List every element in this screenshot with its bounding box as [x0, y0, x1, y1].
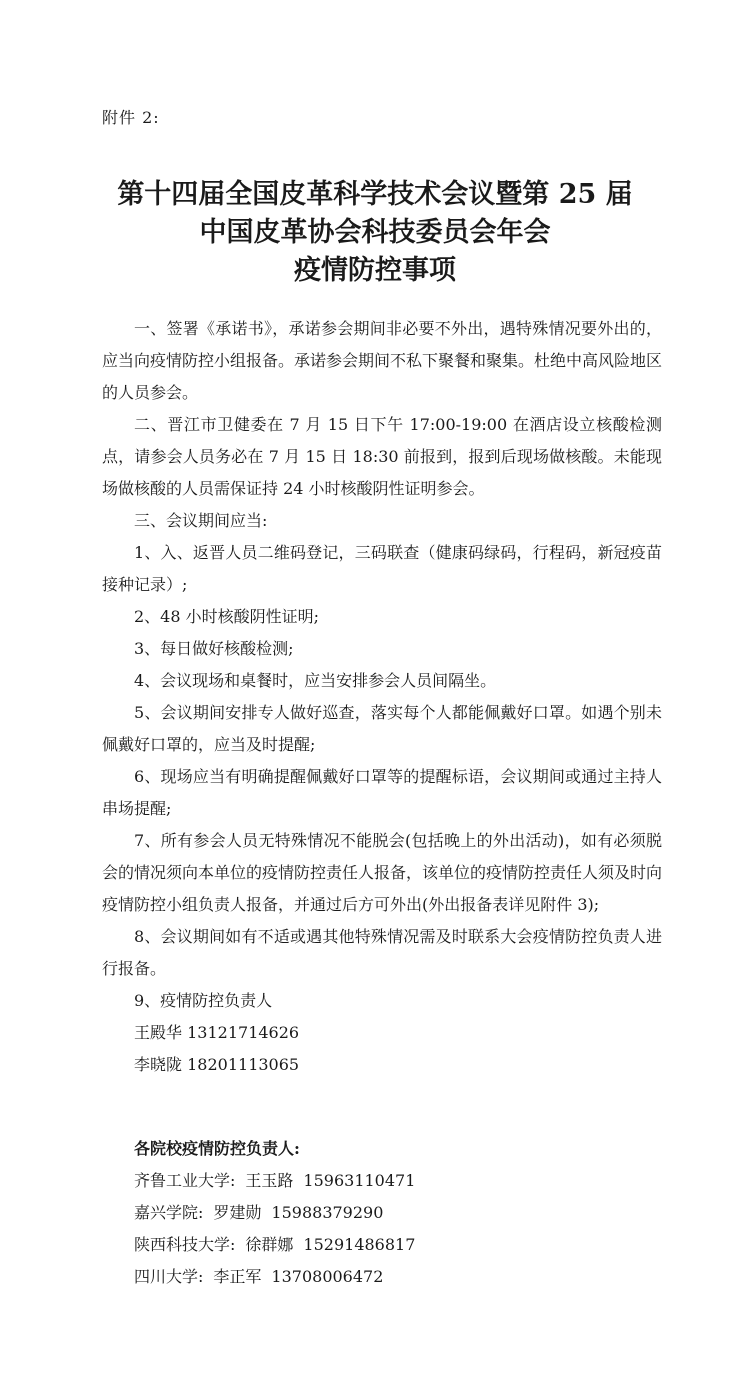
school-contact-phone: 15988379290 [271, 1203, 384, 1222]
contact-phone: 13121714626 [187, 1023, 300, 1042]
list-item: 9、疫情防控负责人 [134, 991, 273, 1010]
school-name: 嘉兴学院: [134, 1203, 204, 1222]
school-contact-name: 罗建勋 [213, 1203, 262, 1222]
list-item: 2、48 小时核酸阴性证明; [134, 607, 320, 626]
contact-name: 王殿华 [134, 1023, 183, 1042]
school-contacts-section [102, 1133, 662, 1293]
school-contact-name: 徐群娜 [245, 1235, 294, 1254]
list-item: 8、会议期间如有不适或遇其他特殊情况需及时联系大会疫情防控负责人进行报备。 [102, 927, 662, 978]
list-item: 7、所有参会人员无特殊情况不能脱会(包括晚上的外出活动)，如有必须脱会的情况须向本单位的疫情防控责任人报备，该单位的疫情防控责任人须及时向疫情防控小组负责人报备，并通过后方可外出(外出报备表详见附件 3); [102, 831, 663, 914]
school-contact-row [102, 1165, 662, 1197]
document-body [102, 313, 662, 1081]
contact-phone: 18201113065 [187, 1055, 300, 1074]
list-item: 3、每日做好核酸检测; [134, 639, 294, 658]
list-item: 6、现场应当有明确提醒佩戴好口罩等的提醒标语，会议期间或通过主持人串场提醒; [102, 767, 662, 818]
school-name: 陕西科技大学: [134, 1235, 236, 1254]
contact-row [102, 1049, 662, 1081]
title-line: 第十四届全国皮革科学技术会议暨第 25 届 [117, 179, 633, 210]
school-contact-row [102, 1261, 662, 1293]
school-contact-name: 王玉路 [245, 1171, 294, 1190]
contact-row [102, 1017, 662, 1049]
school-contact-name: 李正军 [213, 1267, 262, 1286]
school-name: 齐鲁工业大学: [134, 1171, 236, 1190]
school-contact-row [102, 1197, 662, 1229]
paragraph-meeting-rules: 三、会议期间应当: [134, 511, 268, 530]
paragraph-commitment: 一、签署《承诺书》，承诺参会期间非必要不外出，遇特殊情况要外出的，应当向疫情防控小组报备。承诺参会期间不私下聚餐和聚集。杜绝中高风险地区的人员参会。 [102, 319, 663, 402]
list-item: 1、入、返晋人员二维码登记，三码联查（健康码绿码，行程码，新冠疫苗接种记录）; [102, 543, 662, 594]
paragraph-nucleic-test: 二、晋江市卫健委在 7 月 15 日下午 17:00-19:00 在酒店设立核酸检测点，请参会人员务必在 7 月 15 日 18:30 前报到，报到后现场做核酸。未能现场做核酸的人员需保证持 24 小时核酸阴性证明参会。 [102, 415, 662, 498]
list-item: 4、会议现场和桌餐时，应当安排参会人员间隔坐。 [134, 671, 497, 690]
contact-name: 李晓陇 [134, 1055, 183, 1074]
attachment-label: 附件 2: [102, 108, 160, 127]
list-item: 5、会议期间安排专人做好巡查，落实每个人都能佩戴好口罩。如遇个别未佩戴好口罩的，应当及时提醒; [102, 703, 662, 754]
document-title [0, 176, 750, 290]
school-contact-row [102, 1229, 662, 1261]
school-contacts-heading: 各院校疫情防控负责人: [134, 1139, 300, 1158]
school-name: 四川大学: [134, 1267, 204, 1286]
title-line: 疫情防控事项 [294, 255, 456, 286]
school-contact-phone: 13708006472 [271, 1267, 384, 1286]
school-contact-phone: 15291486817 [303, 1235, 416, 1254]
title-line: 中国皮革协会科技委员会年会 [199, 217, 551, 248]
school-contact-phone: 15963110471 [303, 1171, 416, 1190]
